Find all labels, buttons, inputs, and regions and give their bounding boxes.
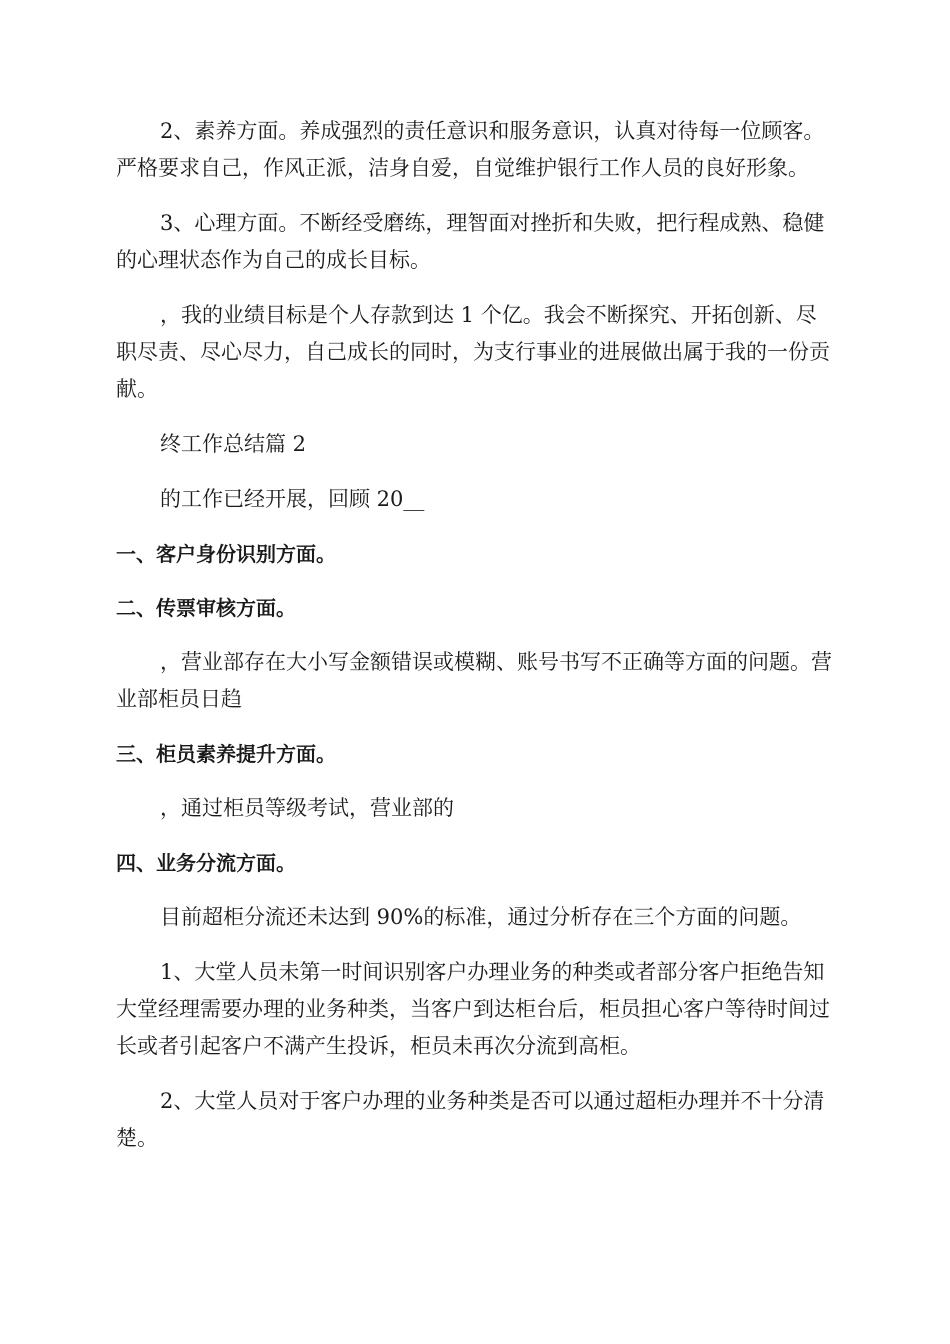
heading-business-diversion: 四、业务分流方面。 — [116, 851, 296, 875]
paragraph-issue-1: 1、大堂人员未第一时间识别客户办理业务的种类或者部分客户拒绝告知大堂经理需要办理的业务种类，当客户到达柜台后，柜员担心客户等待时间过长或者引起客户不满产生投诉，柜员未再次分流到高柜。 — [116, 960, 830, 1058]
paragraph-performance-goal: ，我的业绩目标是个人存款到达 1 个亿。我会不断探究、开拓创新、尽职尽责、尽心尽力，自己成长的同时，为支行事业的进展做出属于我的一份贡献。 — [116, 303, 830, 401]
paragraph-diversion-status: 目前超柜分流还未达到 90%的标准，通过分析存在三个方面的问题。 — [160, 905, 802, 929]
heading-teller-quality: 三、柜员素养提升方面。 — [116, 742, 336, 766]
paragraph-psychology: 3、心理方面。不断经受磨练，理智面对挫折和失败，把行程成熟、稳健的心理状态作为自己的成长目标。 — [116, 211, 825, 272]
section-title-summary-2: 终工作总结篇 2 — [160, 432, 307, 456]
paragraph-literacy: 2、素养方面。养成强烈的责任意识和服务意识，认真对待每一位顾客。严格要求自己，作风正派，洁身自爱，自觉维护银行工作人员的良好形象。 — [116, 119, 825, 180]
paragraph-teller-exam: ，通过柜员等级考试，营业部的 — [160, 796, 454, 820]
heading-voucher-review: 二、传票审核方面。 — [116, 596, 296, 620]
heading-customer-identification: 一、客户身份识别方面。 — [116, 542, 336, 566]
paragraph-issue-2: 2、大堂人员对于客户办理的业务种类是否可以通过超柜办理并不十分清楚。 — [116, 1089, 825, 1150]
paragraph-review: 的工作已经开展，回顾 20__ — [160, 487, 425, 511]
paragraph-voucher-issues: ，营业部存在大小写金额错误或模糊、账号书写不正确等方面的问题。营业部柜员日趋 — [116, 650, 832, 711]
